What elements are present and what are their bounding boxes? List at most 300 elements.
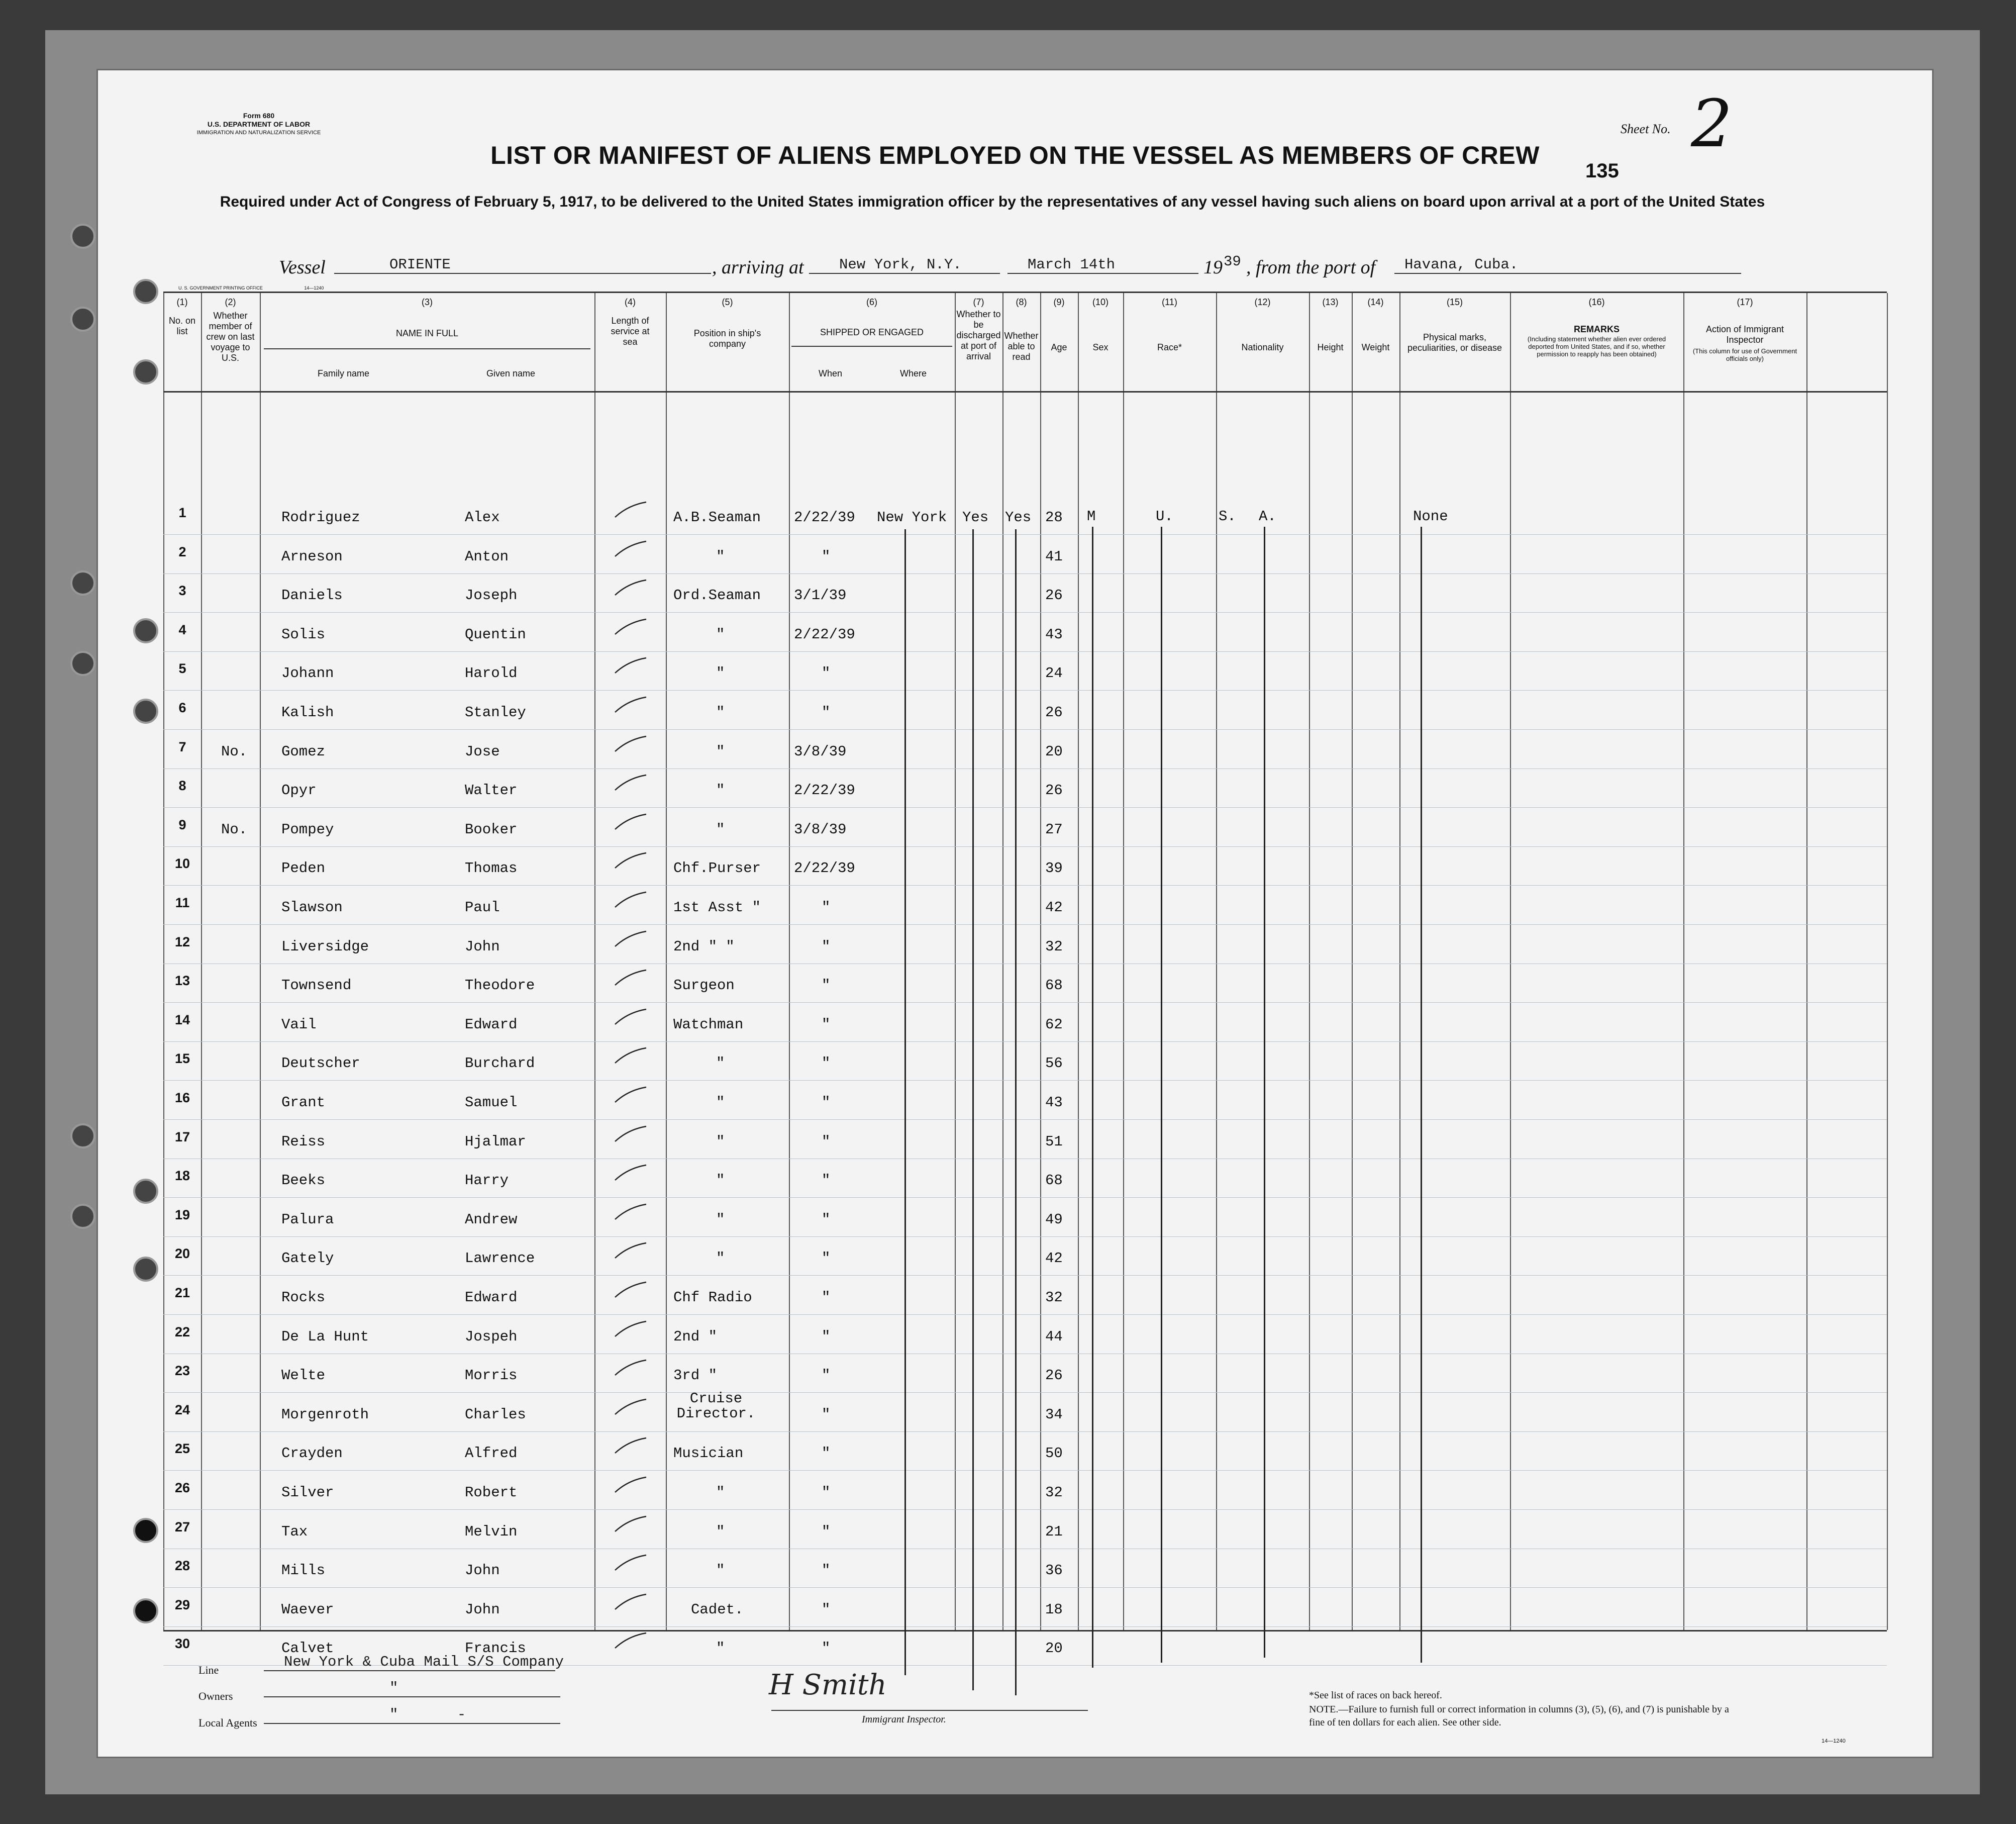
age: 42 xyxy=(1045,1250,1063,1267)
given-name: Edward xyxy=(465,1289,518,1306)
shipped-when: " xyxy=(822,1172,831,1189)
col17-label: Action of Immigrant Inspector xyxy=(1705,324,1784,345)
checkmark-icon xyxy=(613,1046,648,1066)
given-name: Alex xyxy=(465,509,500,526)
checkmark-icon xyxy=(613,1319,648,1339)
family-name: Peden xyxy=(281,860,326,877)
col17-num: (17) xyxy=(1737,297,1753,307)
checkmark-icon xyxy=(613,500,648,520)
family-name: Slawson xyxy=(281,899,343,916)
row-number: 23 xyxy=(174,1363,190,1379)
row-rule xyxy=(163,1041,1887,1042)
row-number: 16 xyxy=(174,1090,190,1105)
shipped-when: " xyxy=(822,977,831,994)
given-name: Quentin xyxy=(465,626,526,643)
age: 43 xyxy=(1045,626,1063,643)
where-first: New York xyxy=(877,509,947,526)
col16-num: (16) xyxy=(1588,297,1605,307)
page-subtitle: Required under Act of Congress of February 5, 1917, to be delivered to the United States immigration officer by the representatives of any vessel having such aliens on board upon arrival at a port of the United States xyxy=(220,194,1765,210)
year-prefix: 19 xyxy=(1203,257,1223,278)
col12-label: Nationality xyxy=(1241,342,1284,352)
given-name: Morris xyxy=(465,1367,518,1384)
row-number: 27 xyxy=(174,1519,190,1534)
age: 34 xyxy=(1045,1406,1063,1423)
age: 44 xyxy=(1045,1328,1063,1345)
shipped-when: " xyxy=(822,1211,831,1228)
position: " xyxy=(716,626,725,643)
position: 2nd " " xyxy=(673,938,735,955)
col11-num: (11) xyxy=(1162,297,1177,307)
col8-num: (8) xyxy=(1016,297,1027,307)
family-name: Townsend xyxy=(281,977,352,994)
print-code: 14—1240 xyxy=(304,285,324,291)
ditto-line-nationality xyxy=(1264,527,1265,1658)
col-line xyxy=(163,293,164,1630)
given-name: Alfred xyxy=(465,1445,518,1462)
race-first: U. xyxy=(1156,508,1173,525)
age: 20 xyxy=(1045,743,1063,760)
agents-value xyxy=(264,1706,560,1724)
shipped-when: " xyxy=(822,1562,831,1579)
fine-note: NOTE.—Failure to furnish full or correct information in columns (3), (5), (6), and (7) is punishable by a fine of ten dollars for each alien. See other side. xyxy=(1309,1704,1729,1728)
col15-num: (15) xyxy=(1446,297,1463,307)
age: 24 xyxy=(1045,665,1063,682)
col-line xyxy=(1040,293,1041,1630)
shipped-when: " xyxy=(822,1445,831,1462)
arriving-label: , arriving at xyxy=(712,257,804,278)
family-name: Kalish xyxy=(281,704,334,721)
sheet-number: 2 xyxy=(1691,85,1733,162)
col4-label: Length of service at sea xyxy=(611,316,650,347)
row-number: 11 xyxy=(175,895,190,910)
row-rule xyxy=(163,612,1887,613)
shipped-when: " xyxy=(822,1640,831,1657)
ditto-line-read xyxy=(1015,529,1017,1695)
row-rule xyxy=(163,1392,1887,1393)
row-number: 14 xyxy=(174,1012,190,1027)
age: 26 xyxy=(1045,704,1063,721)
checkmark-icon xyxy=(613,929,648,949)
from-port-label: , from the port of xyxy=(1246,257,1376,278)
col-line xyxy=(201,293,202,1630)
row-number: 25 xyxy=(174,1441,190,1457)
age: 26 xyxy=(1045,782,1063,799)
given-name: John xyxy=(465,1601,500,1618)
position: " xyxy=(716,1250,725,1267)
punch-hole xyxy=(133,1598,158,1623)
family-name: Liversidge xyxy=(281,938,369,955)
position: " xyxy=(716,782,725,799)
arriving-at: New York, N.Y. xyxy=(809,256,1000,274)
punch-hole xyxy=(70,307,95,332)
position: " xyxy=(716,1562,725,1579)
row-number: 26 xyxy=(174,1480,190,1495)
shipped-when: " xyxy=(822,548,831,565)
row-rule xyxy=(163,651,1887,652)
punch-hole xyxy=(70,1123,95,1148)
service: IMMIGRATION AND NATURALIZATION SERVICE xyxy=(196,130,321,136)
race-note: *See list of races on back hereof. xyxy=(1309,1690,1442,1701)
family-name: Gomez xyxy=(281,743,326,760)
family-name: Johann xyxy=(281,665,334,682)
col2-num: (2) xyxy=(225,297,236,307)
given-name: Samuel xyxy=(465,1094,518,1111)
col12-num: (12) xyxy=(1254,297,1271,307)
owners-value: " xyxy=(264,1680,560,1697)
checkmark-icon xyxy=(613,539,648,559)
age: 28 xyxy=(1045,509,1063,526)
row-number: 10 xyxy=(174,856,190,872)
col9-label: Age xyxy=(1051,342,1067,352)
shipped-when: " xyxy=(822,899,831,916)
given-name: Booker xyxy=(465,821,518,838)
col-line xyxy=(1123,293,1124,1630)
row-rule xyxy=(163,1431,1887,1432)
signature-line xyxy=(771,1710,1088,1711)
row-rule xyxy=(163,534,1887,535)
col14-num: (14) xyxy=(1367,297,1384,307)
col8-label: Whether able to read xyxy=(1004,331,1039,362)
printing-office-text: U. S. GOVERNMENT PRINTING OFFICE xyxy=(178,285,263,291)
age: 27 xyxy=(1045,821,1063,838)
family-name: Mills xyxy=(281,1562,326,1579)
col15-label: Physical marks, peculiarities, or disease xyxy=(1407,332,1502,353)
checkmark-icon xyxy=(613,617,648,637)
row-number: 4 xyxy=(178,622,186,637)
shipped-when: " xyxy=(822,1523,831,1540)
previous-voyage: No. xyxy=(221,743,248,760)
position: " xyxy=(716,1055,725,1072)
col16-label: REMARKS xyxy=(1573,324,1620,334)
checkmark-icon xyxy=(613,1124,648,1144)
checkmark-icon xyxy=(613,1397,648,1417)
checkmark-icon xyxy=(613,1202,648,1222)
col10-label: Sex xyxy=(1092,342,1108,352)
punch-hole xyxy=(133,279,158,304)
given-name: Joseph xyxy=(465,587,518,604)
col1-label: No. on list xyxy=(168,316,196,336)
col1-num: (1) xyxy=(176,297,188,307)
col-line xyxy=(1887,293,1888,1630)
family-name: Palura xyxy=(281,1211,334,1228)
col-line xyxy=(1216,293,1217,1630)
family-name: Welte xyxy=(281,1367,326,1384)
age: 32 xyxy=(1045,938,1063,955)
row-rule xyxy=(163,1509,1887,1510)
shipped-when: " xyxy=(822,1289,831,1306)
position: " xyxy=(716,1484,725,1501)
col-line xyxy=(1510,293,1511,1630)
checkmark-icon xyxy=(613,812,648,832)
position: Cruise Director. xyxy=(676,1390,756,1422)
age: 42 xyxy=(1045,899,1063,916)
col-line xyxy=(1683,293,1684,1630)
checkmark-icon xyxy=(613,656,648,676)
arrival-date: March 14th xyxy=(1007,256,1198,274)
checkmark-icon xyxy=(613,1592,648,1612)
position: 1st Asst " xyxy=(673,899,761,916)
col7-num: (7) xyxy=(973,297,984,307)
position: A.B.Seaman xyxy=(673,509,761,526)
given-name: Hjalmar xyxy=(465,1133,526,1150)
checkmark-icon xyxy=(613,1514,648,1534)
col5-label: Position in ship's company xyxy=(693,328,761,349)
checkmark-icon xyxy=(613,1358,648,1378)
row-rule xyxy=(163,729,1887,730)
family-name: Rodriguez xyxy=(281,509,360,526)
vessel-label: Vessel xyxy=(279,257,326,278)
checkmark-icon xyxy=(613,968,648,988)
col-line xyxy=(1806,293,1807,1630)
shipped-when: " xyxy=(822,704,831,721)
printing-office xyxy=(178,285,324,291)
form-number: Form 680 xyxy=(243,112,275,120)
row-number: 30 xyxy=(174,1636,190,1652)
age: 20 xyxy=(1045,1640,1063,1657)
given-name: Walter xyxy=(465,782,518,799)
given-name: Andrew xyxy=(465,1211,518,1228)
age: 26 xyxy=(1045,587,1063,604)
shipped-when: " xyxy=(822,1601,831,1618)
form-header-block xyxy=(178,112,339,137)
row-rule xyxy=(163,1197,1887,1198)
given-name: Theodore xyxy=(465,977,535,994)
shipped-when: " xyxy=(822,1328,831,1345)
department: U.S. DEPARTMENT OF LABOR xyxy=(207,120,311,128)
col13-num: (13) xyxy=(1322,297,1339,307)
read-first: Yes xyxy=(1005,509,1032,526)
position: " xyxy=(716,1640,725,1657)
sex-first: M xyxy=(1087,508,1096,525)
family-name: Tax xyxy=(281,1523,308,1540)
given-name: Charles xyxy=(465,1406,526,1423)
from-port: Havana, Cuba. xyxy=(1394,256,1741,274)
position: Ord.Seaman xyxy=(673,587,761,604)
family-name: Arneson xyxy=(281,548,343,565)
col4-num: (4) xyxy=(625,297,636,307)
shipped-when: " xyxy=(822,1016,831,1033)
punch-hole xyxy=(133,1518,158,1543)
shipped-rule xyxy=(791,346,952,347)
col6-num: (6) xyxy=(866,297,877,307)
col6-where: Where xyxy=(899,368,927,378)
family-name: Grant xyxy=(281,1094,326,1111)
shipped-when: 2/22/39 xyxy=(794,509,855,526)
position: Chf Radio xyxy=(673,1289,752,1306)
checkmark-icon xyxy=(613,890,648,910)
col6-label: SHIPPED OR ENGAGED xyxy=(820,327,924,337)
row-rule xyxy=(163,1236,1887,1237)
position: 3rd " xyxy=(673,1367,718,1384)
col-line xyxy=(955,293,956,1630)
row-number: 15 xyxy=(174,1051,190,1067)
row-number: 19 xyxy=(174,1207,190,1222)
ditto-line-physical xyxy=(1421,527,1422,1663)
punch-hole xyxy=(70,651,95,676)
col13-label: Height xyxy=(1317,342,1344,352)
row-number: 29 xyxy=(174,1597,190,1612)
inspector-label: Immigrant Inspector. xyxy=(862,1714,946,1725)
col-line xyxy=(666,293,667,1630)
checkmark-icon xyxy=(613,695,648,715)
punch-hole xyxy=(133,618,158,643)
row-number: 13 xyxy=(174,973,190,989)
col14-label: Weight xyxy=(1361,342,1390,352)
col2-label: Whether member of crew on last voyage to U.S. xyxy=(206,311,255,363)
given-name: Harry xyxy=(465,1172,509,1189)
row-number: 6 xyxy=(178,700,186,715)
age: 43 xyxy=(1045,1094,1063,1111)
header-rule xyxy=(163,391,1887,393)
position: " xyxy=(716,1523,725,1540)
age: 41 xyxy=(1045,548,1063,565)
position: " xyxy=(716,665,725,682)
col16-sub: (Including statement whether alien ever ordered deported from United States, and if so, whether permission to reapply has been obtained) xyxy=(1527,335,1666,358)
family-name: Reiss xyxy=(281,1133,326,1150)
row-number: 28 xyxy=(174,1558,190,1574)
row-rule xyxy=(163,846,1887,847)
row-number: 22 xyxy=(174,1324,190,1339)
crew-table xyxy=(163,292,1887,1657)
punch-hole xyxy=(70,570,95,596)
col3-family: Family name xyxy=(317,368,370,378)
previous-voyage: No. xyxy=(221,821,248,838)
row-number: 17 xyxy=(174,1129,190,1144)
col-line xyxy=(594,293,595,1630)
checkmark-icon xyxy=(613,1436,648,1456)
owners-label: Owners xyxy=(198,1690,233,1702)
checkmark-icon xyxy=(613,1631,648,1651)
given-name: Robert xyxy=(465,1484,518,1501)
given-name: Edward xyxy=(465,1016,518,1033)
given-name: Thomas xyxy=(465,860,518,877)
shipped-when: 2/22/39 xyxy=(794,626,855,643)
checkmark-icon xyxy=(613,578,648,598)
position: Chf.Purser xyxy=(673,860,761,877)
age: 32 xyxy=(1045,1289,1063,1306)
shipped-when: " xyxy=(822,1133,831,1150)
row-rule xyxy=(163,1275,1887,1276)
position: " xyxy=(716,548,725,565)
shipped-when: " xyxy=(822,938,831,955)
row-rule xyxy=(163,573,1887,574)
row-number: 2 xyxy=(178,544,186,559)
vessel-name: ORIENTE xyxy=(334,256,711,274)
punch-hole xyxy=(70,224,95,249)
footer-print-code: 14—1240 xyxy=(1822,1738,1846,1744)
family-name: De La Hunt xyxy=(281,1328,369,1345)
age: 21 xyxy=(1045,1523,1063,1540)
position: " xyxy=(716,1133,725,1150)
family-name: Waever xyxy=(281,1601,334,1618)
position: " xyxy=(716,743,725,760)
punch-hole xyxy=(133,699,158,724)
checkmark-icon xyxy=(613,734,648,754)
row-rule xyxy=(163,690,1887,691)
checkmark-icon xyxy=(613,1280,648,1300)
punch-hole xyxy=(133,1257,158,1282)
family-name: Vail xyxy=(281,1016,317,1033)
col-line xyxy=(1078,293,1079,1630)
family-name: Deutscher xyxy=(281,1055,360,1072)
shipped-when: " xyxy=(822,1250,831,1267)
punch-hole xyxy=(70,1204,95,1229)
family-name: Silver xyxy=(281,1484,334,1501)
shipped-when: 3/8/39 xyxy=(794,743,847,760)
position: Cadet. xyxy=(691,1601,744,1618)
family-name: Solis xyxy=(281,626,326,643)
given-name: Jospeh xyxy=(465,1328,518,1345)
inspector-signature: H Smith xyxy=(769,1669,887,1701)
col-line xyxy=(789,293,790,1630)
nationality-part1: S. xyxy=(1219,508,1236,525)
col3-num: (3) xyxy=(422,297,433,307)
col10-num: (10) xyxy=(1092,297,1108,307)
family-name: Rocks xyxy=(281,1289,326,1306)
age: 39 xyxy=(1045,860,1063,877)
punch-hole xyxy=(133,359,158,385)
col-line xyxy=(1309,293,1310,1630)
ditto-line-race xyxy=(1161,527,1162,1663)
col3-label: NAME IN FULL xyxy=(395,328,459,338)
agents-ditto: " xyxy=(389,1706,398,1723)
row-rule xyxy=(163,1587,1887,1588)
position: Surgeon xyxy=(673,977,735,994)
manifest-sheet xyxy=(98,70,1932,1757)
given-name: Burchard xyxy=(465,1055,535,1072)
shipped-when: " xyxy=(822,1406,831,1423)
shipped-when: 3/8/39 xyxy=(794,821,847,838)
position: " xyxy=(716,1172,725,1189)
col9-num: (9) xyxy=(1053,297,1065,307)
row-rule xyxy=(163,1626,1887,1627)
row-number: 5 xyxy=(178,661,186,677)
position: Musician xyxy=(673,1445,744,1462)
col-line xyxy=(1352,293,1353,1630)
family-name: Pompey xyxy=(281,821,334,838)
given-name: Francis xyxy=(465,1640,526,1657)
family-name: Daniels xyxy=(281,587,343,604)
row-rule xyxy=(163,1314,1887,1315)
row-rule xyxy=(163,807,1887,808)
checkmark-icon xyxy=(613,1007,648,1027)
row-number: 8 xyxy=(178,778,186,794)
family-name: Calvet xyxy=(281,1640,334,1657)
col-line xyxy=(1399,293,1400,1630)
col-line xyxy=(1002,293,1003,1630)
row-number: 20 xyxy=(174,1246,190,1262)
nationality-part2: A. xyxy=(1259,508,1276,525)
family-name: Beeks xyxy=(281,1172,326,1189)
position: " xyxy=(716,821,725,838)
position: " xyxy=(716,1211,725,1228)
agents-label: Local Agents xyxy=(198,1716,257,1729)
ditto-line-where xyxy=(904,529,906,1675)
shipped-when: " xyxy=(822,1055,831,1072)
row-number: 9 xyxy=(178,817,186,832)
document-number: 135 xyxy=(1585,160,1619,182)
shipped-when: 2/22/39 xyxy=(794,860,855,877)
shipped-when: 3/1/39 xyxy=(794,587,847,604)
position: " xyxy=(716,704,725,721)
age: 62 xyxy=(1045,1016,1063,1033)
col3-given: Given name xyxy=(486,368,536,378)
col7-label: Whether to be discharged at port of arrival xyxy=(956,309,1001,361)
checkmark-icon xyxy=(613,1553,648,1573)
given-name: Paul xyxy=(465,899,500,916)
given-name: Lawrence xyxy=(465,1250,535,1267)
checkmark-icon xyxy=(613,1475,648,1495)
